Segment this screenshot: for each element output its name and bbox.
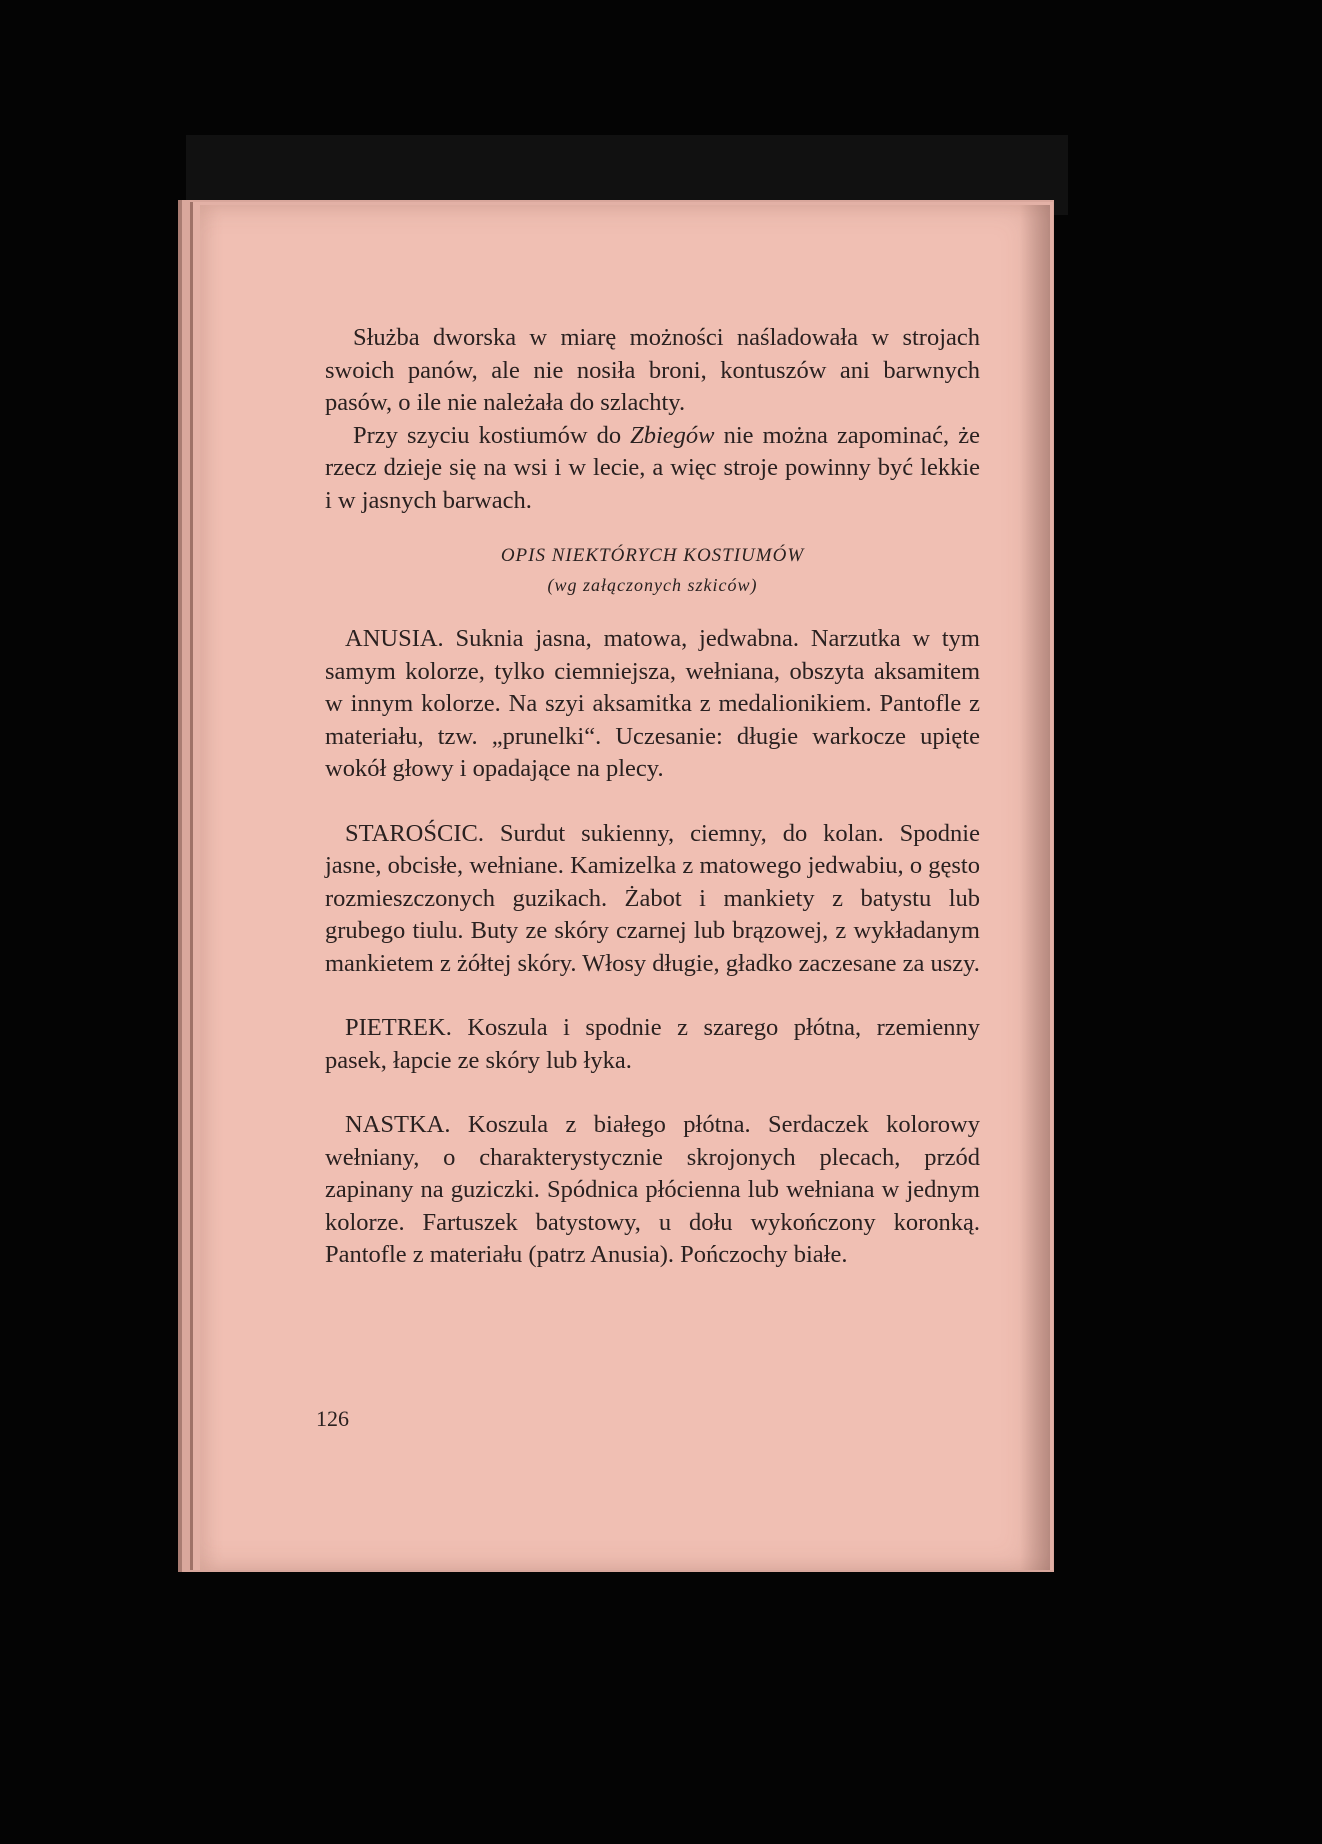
page-number: 126 [316, 1406, 349, 1431]
section-subheading: (wg załączonych szkiców) [547, 575, 758, 595]
page-text [325, 322, 980, 1304]
costume-entry-anusia: ANUSIA. Suknia jasna, matowa, jedwabna. Narzutka w tym samym kolorze, tylko ciemniejsza, wełniana, obszyta aksamitem w innym kolorze. Na szyi aksamitka z medalionikiem. Pantofle z materiału, tzw. „prunelki“. Uczesanie: długie warkocze upięte wokół głowy i opadające na plecy. [325, 625, 980, 782]
second-paragraph [325, 420, 980, 518]
intro-paragraph: Służba dworska w miarę możności naśladowała w strojach swoich panów, ale nie nosiła broni, kontuszów ani barwnych pasów, o ile nie należała do szlachty. [325, 324, 980, 416]
page-gutter-shade [1020, 205, 1050, 1570]
section-heading-block [325, 541, 980, 599]
costume-entry-starościc: STAROŚCIC. Surdut sukienny, ciemny, do kolan. Spodnie jasne, obcisłe, wełniane. Kamizelka z matowego jedwabiu, o gęsto rozmieszczonych guzikach. Żabot i mankiety z batystu lub grubego tiulu. Buty ze skóry czarnej lub brązowej, z wykładanym mankietem z żółtej skóry. Włosy długie, gładko zaczesane za uszy. [325, 819, 980, 977]
costume-entry-nastka: NASTKA. Koszula z białego płótna. Serdaczek kolorowy wełniany, o charakterystycznie skrojonych plecach, przód zapinany na guziczki. Spódnica płócienna lub wełniana w jednym kolorze. Fartuszek batystowy, u dołu wykończony koronką. Pantofle z materiału (patrz Anusia). Pończochy białe. [325, 1111, 980, 1268]
play-title: Zbiegów [630, 421, 715, 449]
costume-entry-pietrek: PIETREK. Koszula i spodnie z szarego płótna, rzemienny pasek, łapcie ze skóry lub łyka. [325, 1014, 980, 1074]
second-paragraph-end: nie można zapominać, że rzecz dzieje się na wsi i w lecie, a więc stroje powinny być lekkie i w jasnych barwach. [325, 421, 980, 514]
section-heading: OPIS NIEKTÓRYCH KOSTIUMÓW [500, 545, 805, 566]
second-paragraph-start: Przy szyciu kostiumów do [353, 421, 631, 449]
